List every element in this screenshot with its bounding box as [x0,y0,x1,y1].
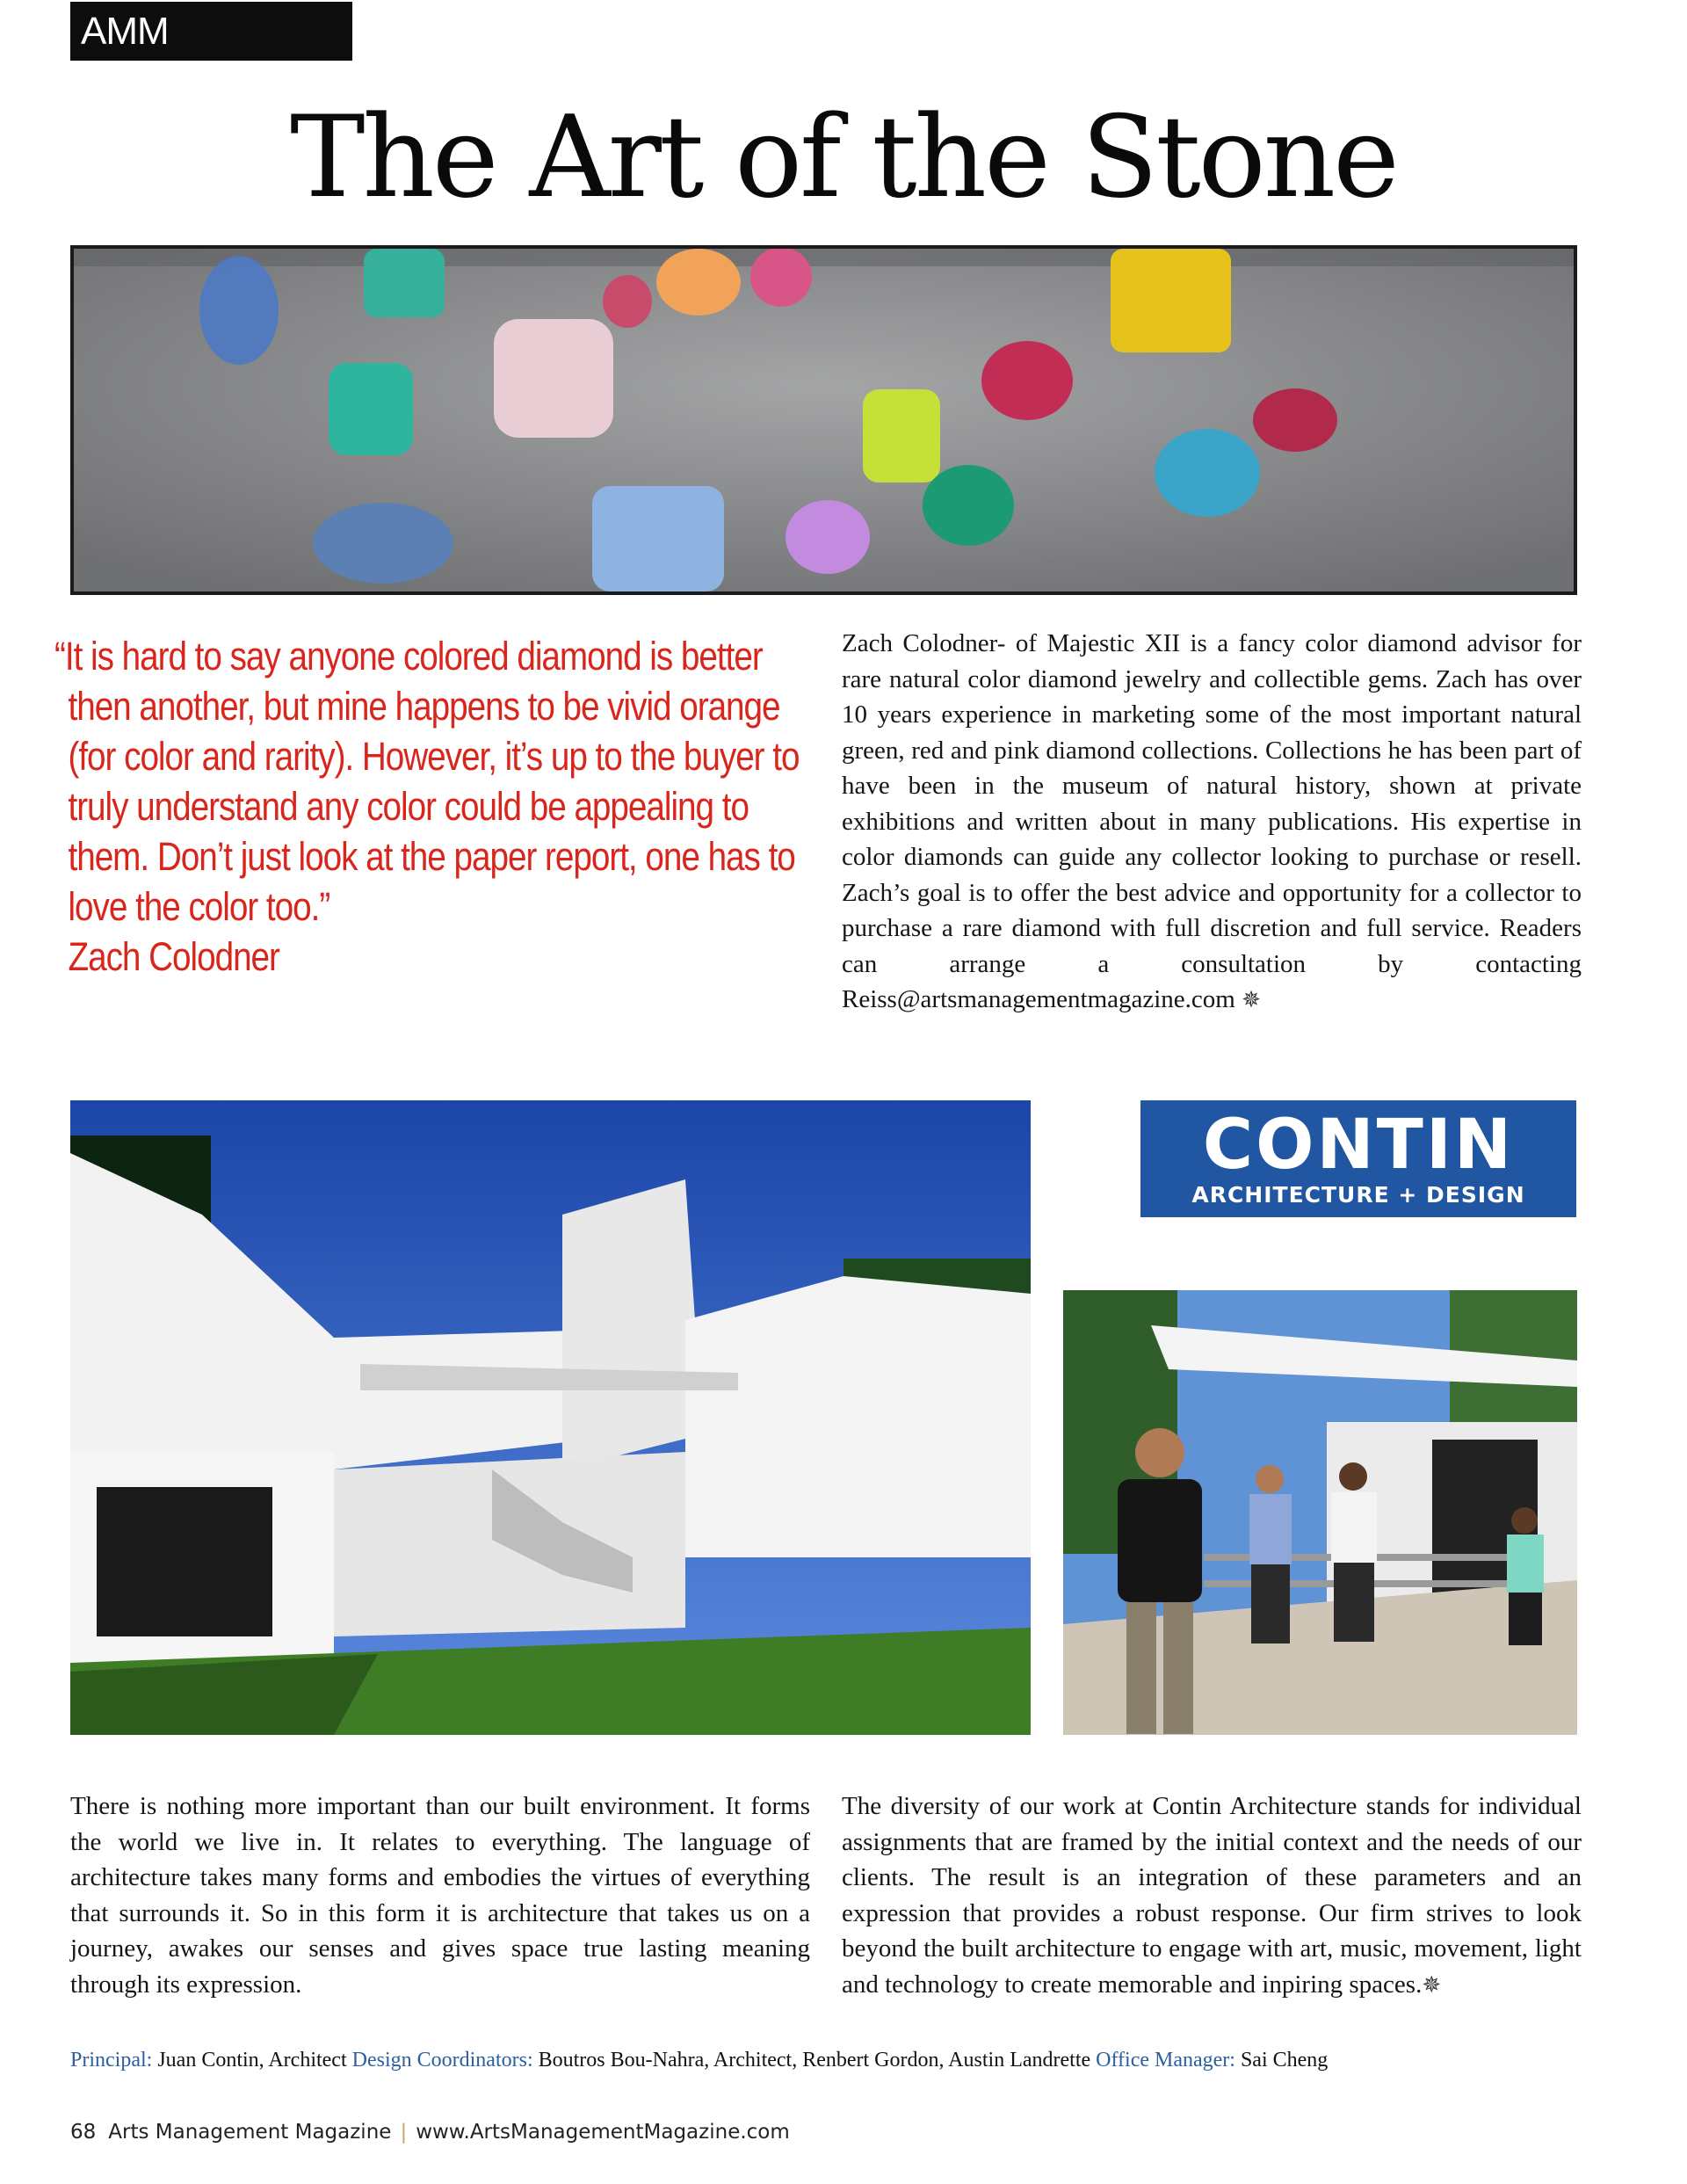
principal-label: Principal: [70,2049,153,2072]
gemstones-illustration [74,249,1574,591]
footer-separator: | [400,2121,408,2144]
team-illustration [1063,1290,1577,1735]
bio-paragraph [842,626,1582,1019]
principal-value: Juan Contin, Architect [157,2049,347,2072]
gemstones-photo [70,245,1577,595]
team-photo [1063,1290,1577,1735]
house-illustration [70,1100,1031,1735]
magazine-name: Arts Management Magazine [108,2121,392,2144]
pull-quote-author: Zach Colodner [68,934,279,979]
coordinators-label: Design Coordinators: [351,2049,533,2072]
coordinators-value: Boutros Bou-Nahra, Architect, Renbert Gordon, Austin Landrette [538,2049,1091,2072]
page-number: 68 [70,2121,97,2144]
end-mark-icon: ✵ [1422,1971,1442,1998]
office-manager-label: Office Manager: [1096,2049,1235,2072]
end-mark-icon: ✵ [1242,987,1261,1012]
house-exterior-photo [70,1100,1031,1735]
logo-name: CONTIN [1202,1106,1515,1185]
intro-paragraph-left: There is nothing more important than our built environment. It forms the world we live in. It relates to everything. The language of architecture takes many forms and embodies the virtues of everything that surrounds it. So in this form it is architecture that takes us on a journey, awakes our senses and gives space true lasting meaning through its expression. [70,1792,810,1999]
office-manager-value: Sai Cheng [1240,2049,1329,2072]
bio-text: Zach Colodner- of Majestic XII is a fancy color diamond advisor for rare natural color diamond jewelry and collectible gems. Zach has over 10 years experience in marketing some of the most important natural green, red and pink diamond collections. Collections he has been part of have been in the museum of natural history, shown at private exhibitions and written about in many publications. His expertise in color diamonds can guide any collector looking to purchase or resell. Zach’s goal is to offer the best advice and opportunity for a collector to purchase a rare diamond with full discretion and full service. Readers can arrange a consultation by contacting Reiss@artsmanagementmagazine.com [842,629,1582,1013]
page-title: The Art of the Stone [290,92,1397,223]
staff-credits [70,2045,1582,2075]
section-tag: AMM SPOTLIGHT [70,2,352,61]
intro-right-text: The diversity of our work at Contin Architecture stands for individual assignments that are framed by the initial context and the needs of our clients. The result is an integration of these parameters and an expression that provides a robust response. Our firm strives to look beyond the built architecture to engage with art, music, movement, light and technology to create memorable and inpiring spaces. [842,1792,1582,1999]
logo-tagline: ARCHITECTURE + DESIGN [1191,1182,1525,1208]
contin-logo [1140,1100,1576,1217]
website-link[interactable]: www.ArtsManagementMagazine.com [416,2121,790,2144]
intro-paragraph-right [842,1789,1582,2003]
page-footer [70,2121,790,2144]
pull-quote-text: “It is hard to say anyone colored diamond is better then another, but mine happens to be vivid orange (for color and rarity). However, it’s up to the buyer to truly understand any color could be appealing to them. Don’t just look at the paper report, one has to love the color too.” [54,634,800,929]
pull-quote [54,631,818,982]
